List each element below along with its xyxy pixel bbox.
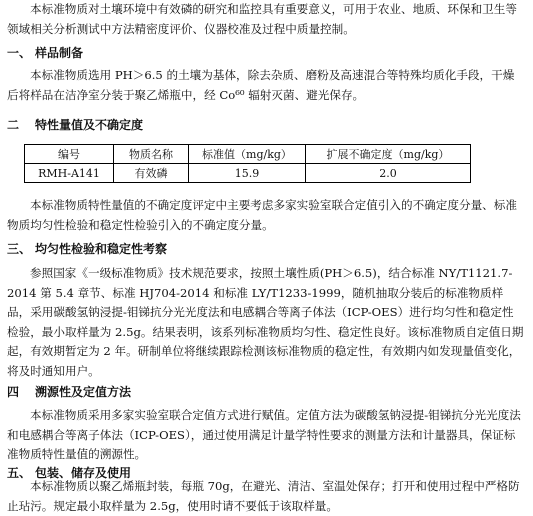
table-header-cell: 物质名称 — [114, 145, 189, 164]
section-title: 特性量值及不确定度 — [35, 118, 144, 132]
preparation-paragraph: 本标准物质选用 PH＞6.5 的土壤为基体，除去杂质、磨粉及高速混合等特殊均质化手段，干燥后将样品在洁净室分装于聚乙烯瓶中，经 Co⁶⁰ 辐射灭菌、避光保存。 — [7, 68, 515, 102]
table-cell: 15.9 — [189, 164, 306, 183]
homogeneity-paragraph: 参照国家《一级标准物质》技术规范要求，按照土壤性质(PH＞6.5)，结合标准 NY/T1121.7-2014 第 5.4 章节、标准 HJ704-2014 和标准 LY/T1233-1999，随机抽取分装后的标准物质样品，采用碳酸氢钠浸提-钼锑抗分光光度法和电感耦合等离子体法（ICP-OES）进行均匀性和稳定性检验，最小取样量为 2.5g。结果表明，该系列标准物质均匀性、稳定性良好。该标准物质自定值日期起，有效期暂定为 2 年。研制单位将继续跟踪检测该标准物质的稳定性，有效期内如发现量值变化，将及时通知用户。 — [7, 266, 524, 378]
uncertainty-paragraph: 本标准物质特性量值的不确定度评定中主要考虑多家实验室联合定值引入的不确定度分量、标准物质均匀性检验和稳定性检验引入的不确定度分量。 — [7, 198, 517, 232]
section-title: 均匀性检验和稳定性考察 — [35, 242, 168, 256]
section-title: 样品制备 — [35, 46, 84, 60]
table-header-cell: 扩展不确定度（mg/kg） — [306, 145, 471, 164]
section-heading-values — [7, 116, 143, 133]
table-cell: 2.0 — [306, 164, 471, 183]
intro-paragraph: 本标准物质对土壤环境中有效磷的研究和监控具有重要意义，可用于农业、地质、环保和卫生等领域相关分析测试中方法精密度评价、仪器校准及过程中质量控制。 — [7, 2, 517, 36]
section-heading-homogeneity — [7, 240, 167, 257]
section-title: 溯源性及定值方法 — [35, 385, 132, 399]
section-title: 包装、储存及使用 — [35, 466, 132, 480]
certified-value-table — [24, 144, 471, 183]
section-number: 四 — [7, 385, 20, 399]
table-header-cell: 编号 — [25, 145, 114, 164]
packaging-paragraph: 本标准物质以聚乙烯瓶封装，每瓶 70g，在避光、清洁、室温处保存；打开和使用过程中严格防止玷污。规定最小取样量为 2.5g，使用时请不要低于该取样量。 — [7, 479, 520, 513]
section-number: 五、 — [7, 466, 32, 480]
section-heading-traceability — [7, 383, 131, 400]
table-header-row — [25, 145, 471, 164]
table-header-cell: 标准值（mg/kg） — [189, 145, 306, 164]
section-heading-preparation — [7, 44, 83, 61]
table-row — [25, 164, 471, 183]
table-cell: 有效磷 — [114, 164, 189, 183]
section-number: 二 — [7, 118, 20, 132]
section-number: 一、 — [7, 46, 32, 60]
table-cell: RMH-A141 — [25, 164, 114, 183]
traceability-paragraph: 本标准物质采用多家实验室联合定值方式进行赋值。定值方法为碳酸氢钠浸提-钼锑抗分光光度法和电感耦合等离子体法（ICP-OES），通过使用满足计量学特性要求的测量方法和计量器具，保证标准物质特性量值的溯源性。 — [7, 408, 521, 461]
section-number: 三、 — [7, 242, 32, 256]
